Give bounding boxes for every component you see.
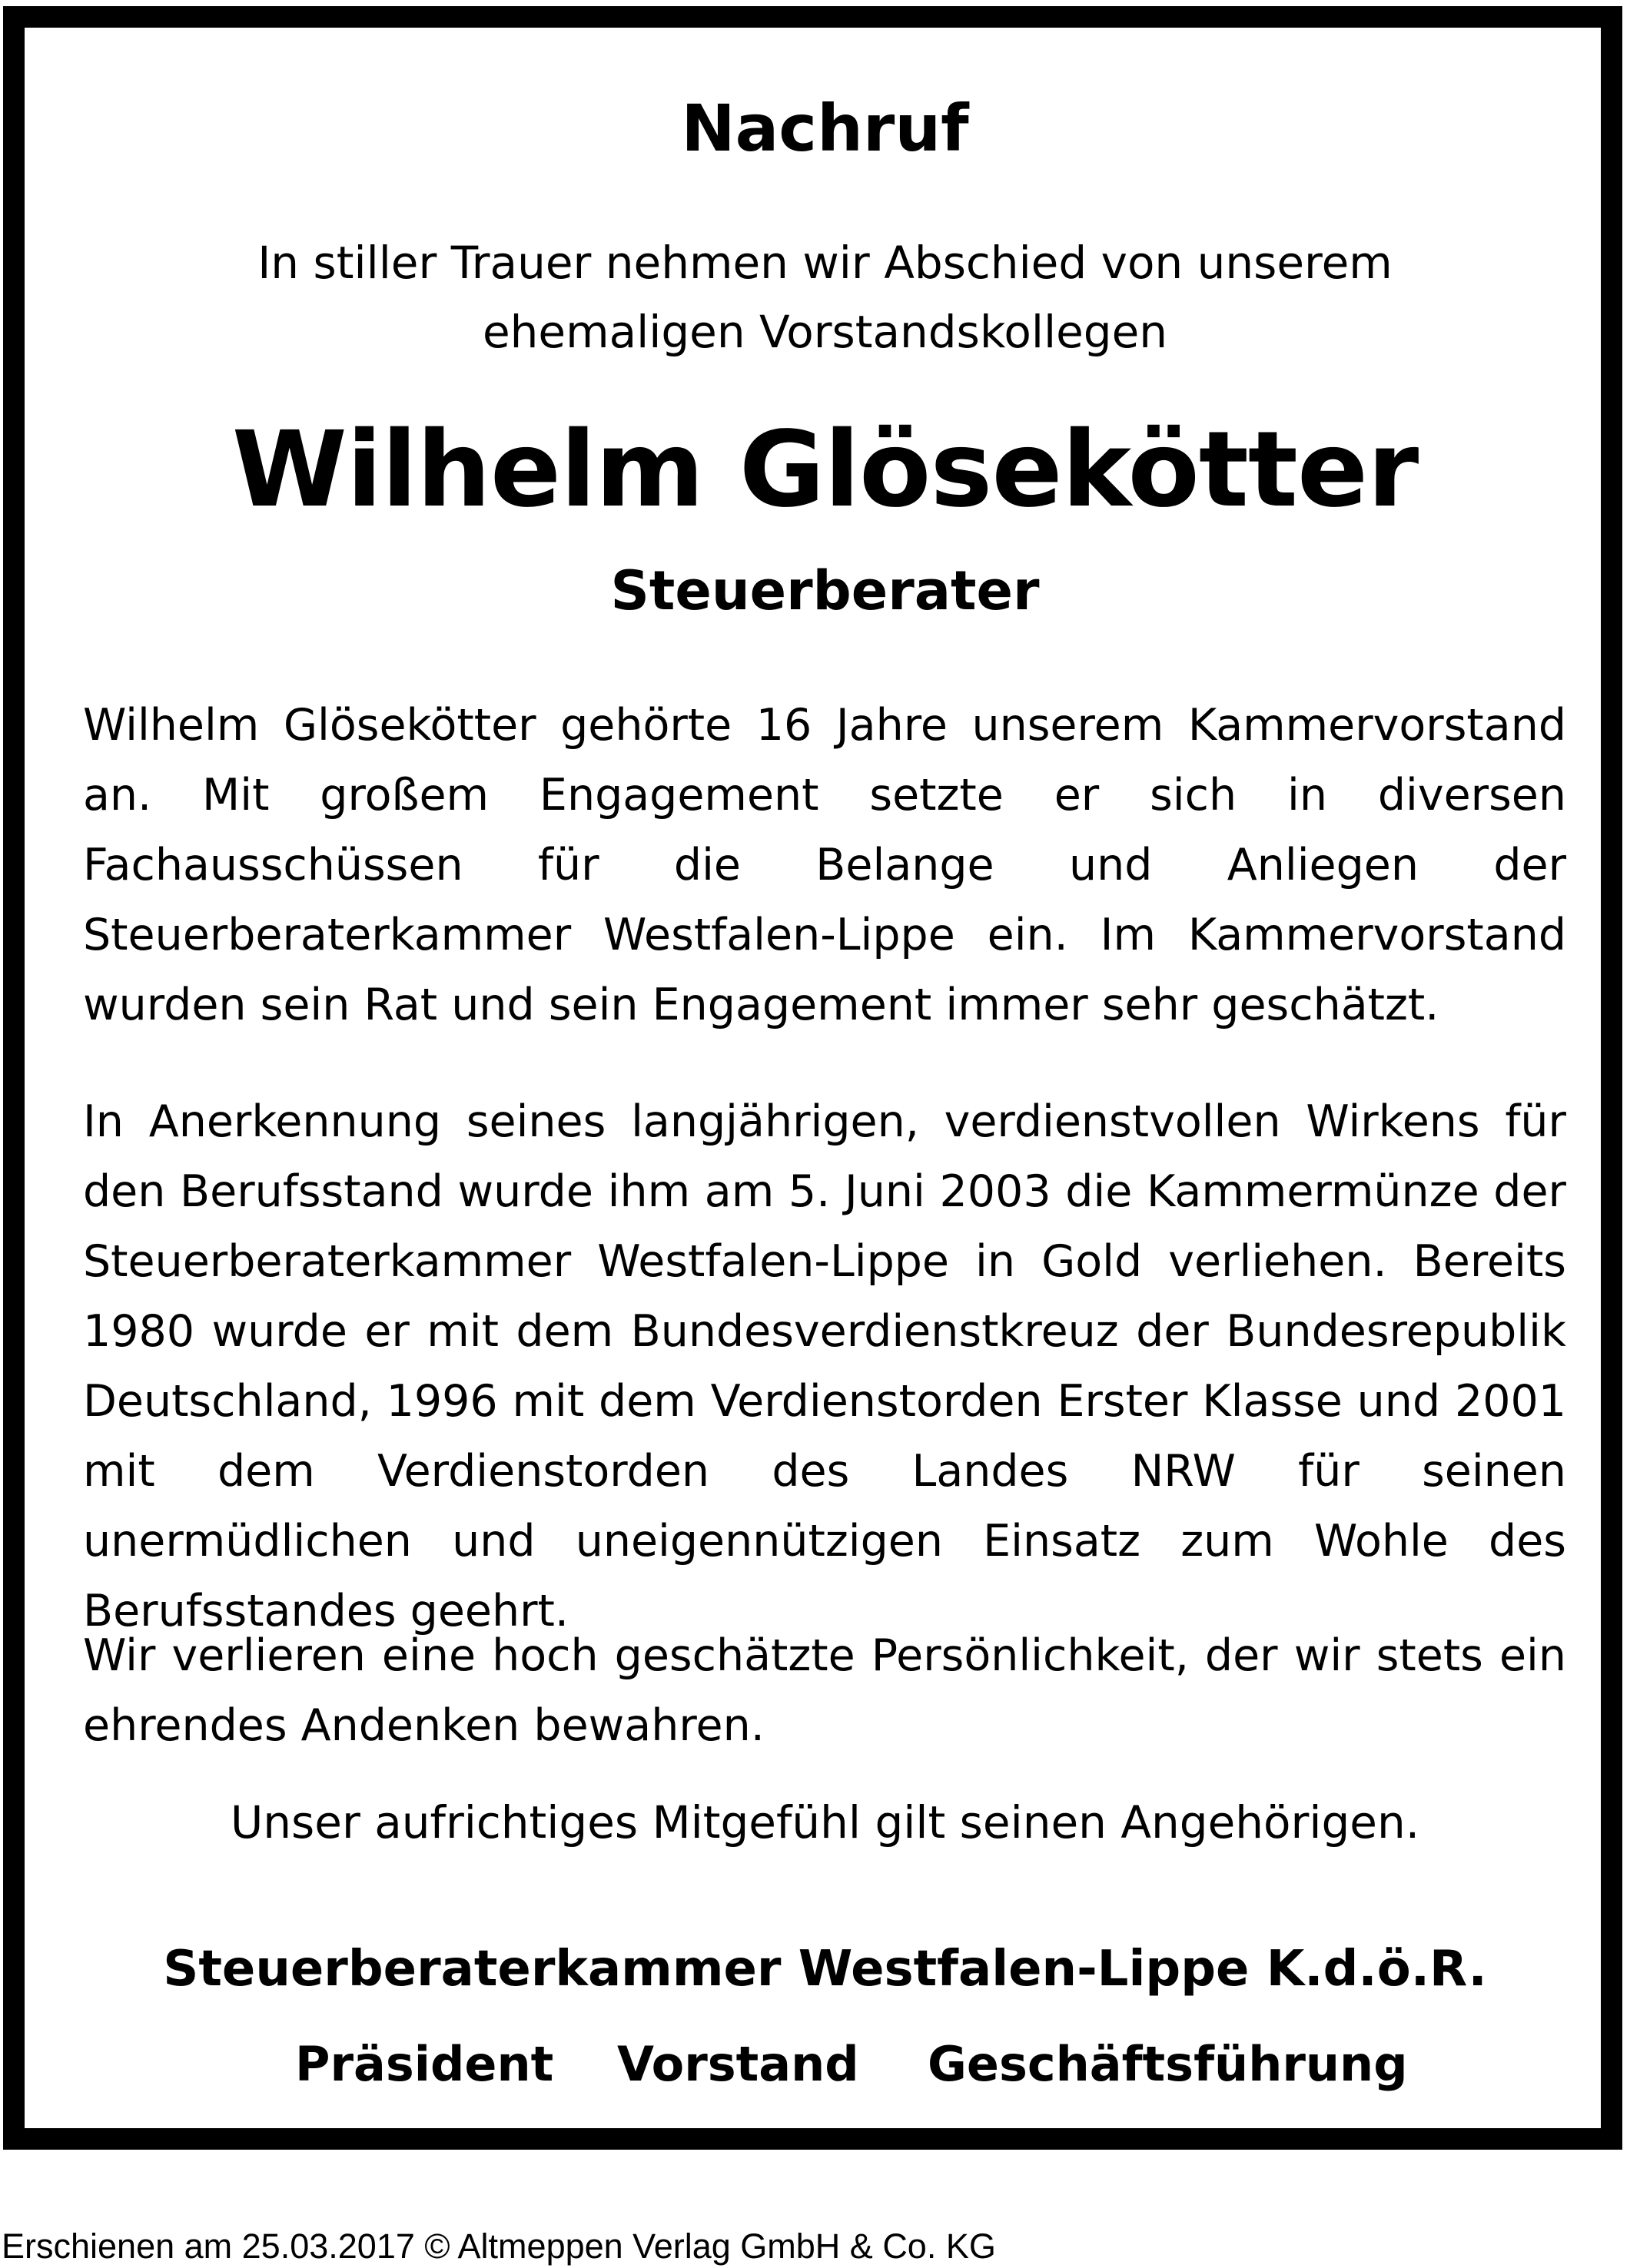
body-paragraph-2: In Anerkennung seines langjährigen, verdienstvollen Wirkens für den Berufsstand wurde ihm am 5. Juni 2003 die Kammermünze der Steuerberaterkammer Westfalen-Lippe in Gold verliehen. Bereits 1980 wurde er mit dem Bundesverdienstkreuz der Bundesrepublik Deutschland, 1996 mit dem Verdienstorden Erster Klasse und 2001 mit dem Verdienstorden des Landes NRW für seinen unermüdlichen und uneigennützigen Einsatz zum Wohle des Berufsstandes geehrt.: [83, 1096, 1566, 1636]
body-paragraph-3: Wir verlieren eine hoch geschätzte Persönlichkeit, der wir stets ein ehrendes Andenken bewahren.: [83, 1630, 1566, 1751]
deceased-name: Wilhelm Glösekötter: [231, 410, 1419, 531]
deceased-profession: Steuerberater: [610, 559, 1040, 622]
organization-name: Steuerberaterkammer Westfalen-Lippe K.d.ö.R.: [163, 1941, 1487, 1998]
body-paragraph-1: Wilhelm Glösekötter gehörte 16 Jahre unserem Kammervorstand an. Mit großem Engagement setzte er sich in diversen Fachausschüssen für die Belange und Anliegen der Steuerberaterkammer Westfalen-Lippe ein. Im Kammervorstand wurden sein Rat und sein Engagement immer sehr geschätzt.: [83, 700, 1566, 1030]
signatory-management: Geschäftsführung: [928, 2036, 1408, 2092]
signatory-board: Vorstand: [617, 2036, 859, 2092]
notice-heading: Nachruf: [681, 91, 969, 166]
signatory-president: Präsident: [295, 2036, 554, 2092]
intro-line-2: ehemaligen Vorstandskollegen: [482, 306, 1168, 358]
condolence-line: Unser aufrichtiges Mitgefühl gilt seinen Angehörigen.: [230, 1796, 1420, 1849]
intro-text: [0, 228, 1650, 366]
signatories: [0, 2036, 1650, 2097]
intro-line-1: In stiller Trauer nehmen wir Abschied von unserem: [257, 237, 1393, 289]
publication-footer: Erschienen am 25.03.2017 © Altmeppen Verlag GmbH & Co. KG: [2, 2227, 996, 2266]
